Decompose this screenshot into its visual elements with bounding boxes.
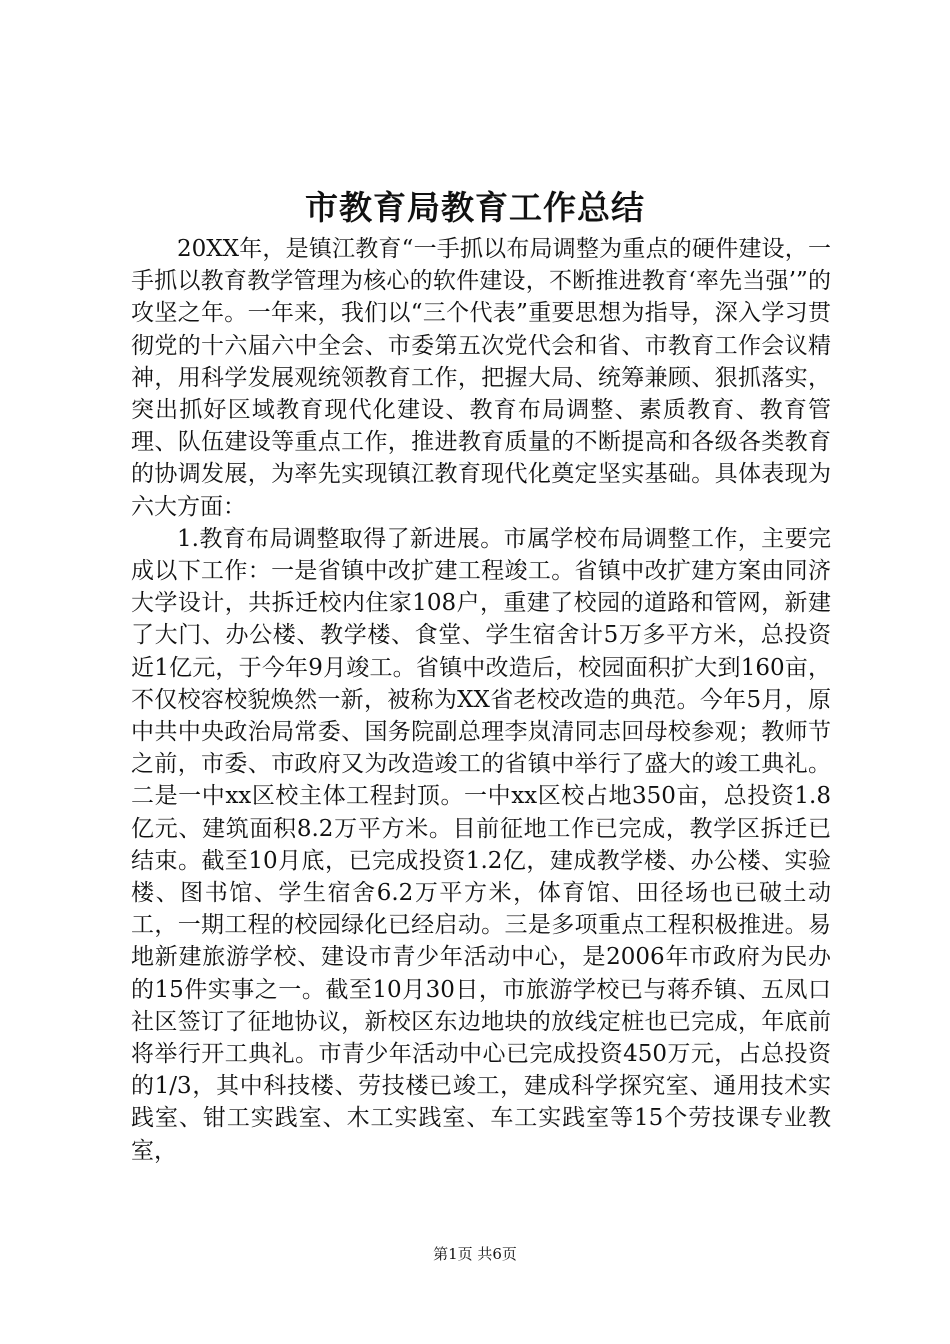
- paragraph-intro: 20XX年，是镇江教育“一手抓以布局调整为重点的硬件建设，一手抓以教育教学管理为核心的软件建设，不断推进教育‘率先当强’”的攻坚之年。一年来，我们以“三个代表”重要思想为指导，深入学习贯彻党的十六届六中全会、市委第五次党代会和省、市教育工作会议精神，用科学发展观统领教育工作，把握大局、统筹兼顾、狠抓落实，突出抓好区域教育现代化建设、教育布局调整、素质教育、教育管理、队伍建设等重点工作，推进教育质量的不断提高和各级各类教育的协调发展，为率先实现镇江教育现代化奠定坚实基础。具体表现为六大方面：: [131, 236, 831, 520]
- page-footer: 第1页 共6页: [433, 1245, 517, 1263]
- document-body: [131, 233, 831, 1167]
- document-title: 市教育局教育工作总结: [305, 188, 645, 227]
- paragraph-layout-adjustment: 1.教育布局调整取得了新进展。市属学校布局调整工作，主要完成以下工作：一是省镇中改扩建工程竣工。省镇中改扩建方案由同济大学设计，共拆迁校内住家108户，重建了校园的道路和管网，新建了大门、办公楼、教学楼、食堂、学生宿舍计5万多平方米，总投资近1亿元，于今年9月竣工。省镇中改造后，校园面积扩大到160亩，不仅校容校貌焕然一新，被称为XX省老校改造的典范。今年5月，原中共中央政治局常委、国务院副总理李岚清同志回母校参观；教师节之前，市委、市政府又为改造竣工的省镇中举行了盛大的竣工典礼。二是一中xx区校主体工程封顶。一中xx区校占地350亩，总投资1.8亿元、建筑面积8.2万平方米。目前征地工作已完成，教学区拆迁已结束。截至10月底，已完成投资1.2亿，建成教学楼、办公楼、实验楼、图书馆、学生宿舍6.2万平方米，体育馆、田径场也已破土动工，一期工程的校园绿化已经启动。三是多项重点工程积极推进。易地新建旅游学校、建设市青少年活动中心，是2006年市政府为民办的15件实事之一。截至10月30日，市旅游学校已与蒋乔镇、五凤口社区签订了征地协议，新校区东边地块的放线定桩也已完成，年底前将举行开工典礼。市青少年活动中心已完成投资450万元，占总投资的1/3，其中科技楼、劳技楼已竣工，建成科学探究室、通用技术实践室、钳工实践室、木工实践室、车工实践室等15个劳技课专业教室，: [131, 525, 831, 1164]
